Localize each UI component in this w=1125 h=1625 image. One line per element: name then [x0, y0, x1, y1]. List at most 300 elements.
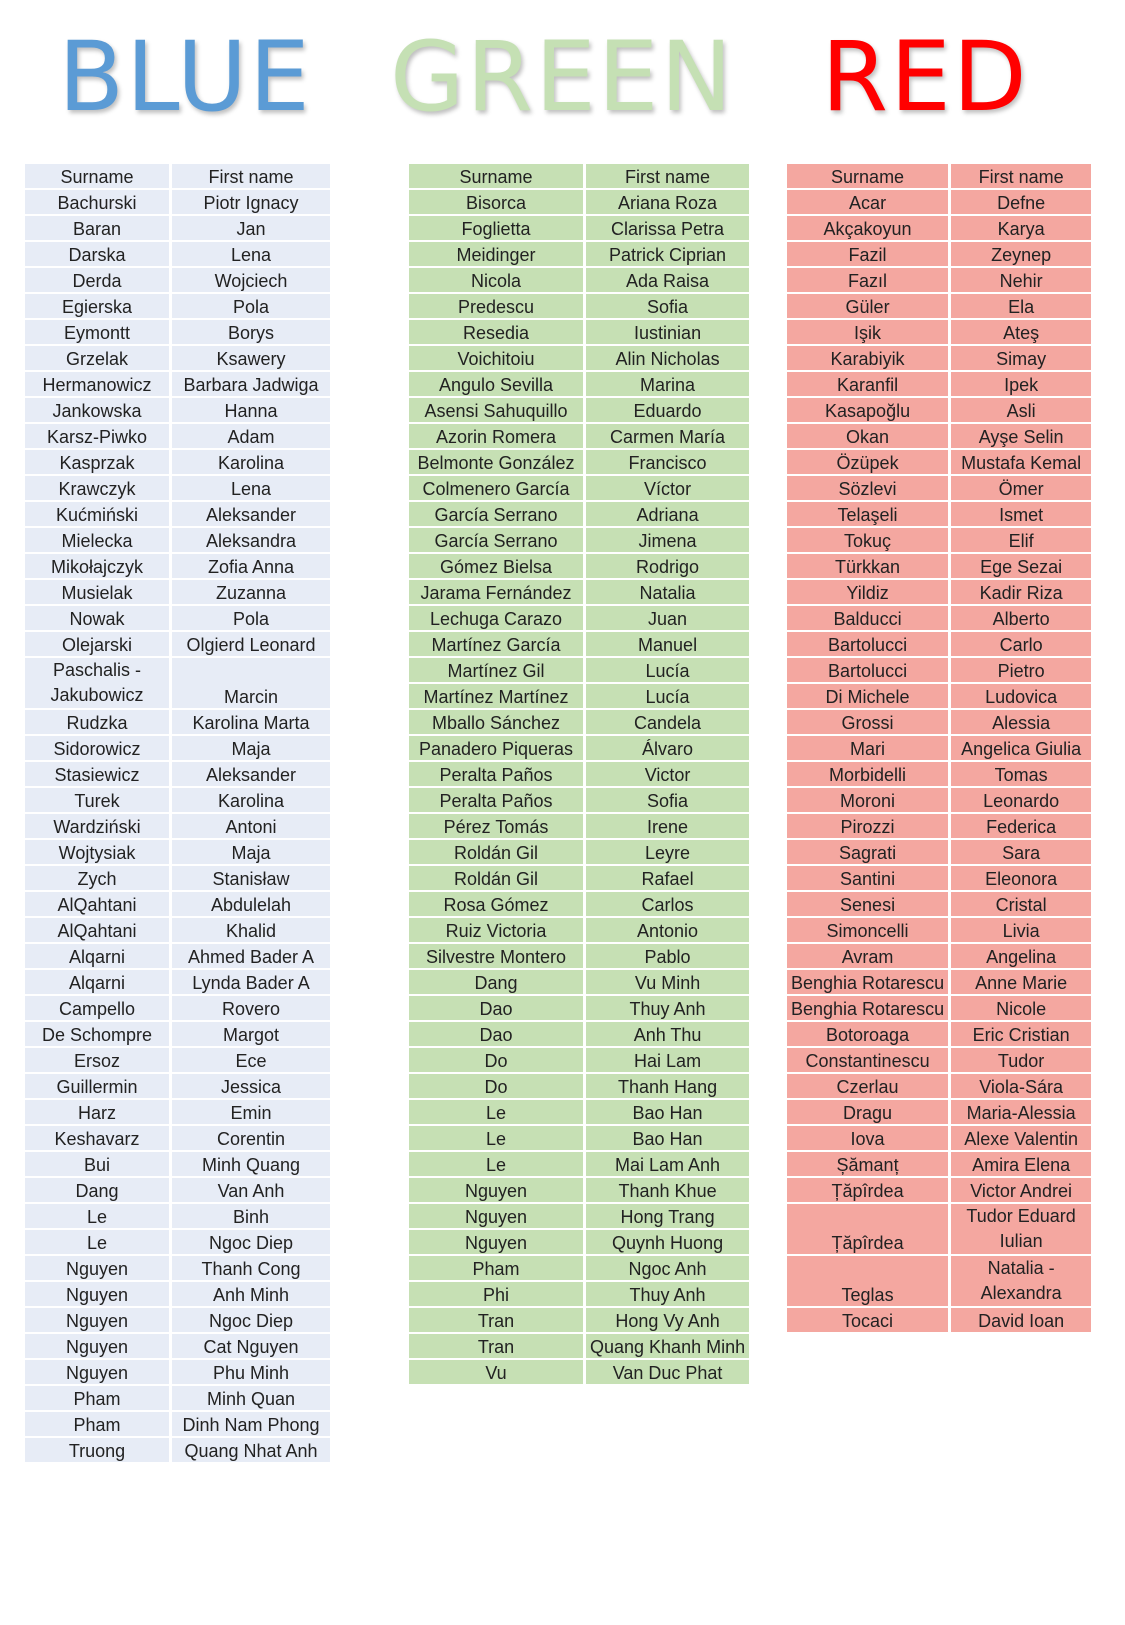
table-row — [409, 684, 749, 708]
surname-cell: Martínez García — [409, 632, 583, 656]
first-name-cell: Karolina — [172, 788, 330, 812]
table-header-row — [25, 164, 330, 188]
first-name-cell: Francisco — [586, 450, 749, 474]
surname-cell: Fazıl — [787, 268, 948, 292]
table-row — [25, 502, 330, 526]
surname-cell: Sagrati — [787, 840, 948, 864]
surname-cell: Bartolucci — [787, 658, 948, 682]
first-name-cell: Carlos — [586, 892, 749, 916]
surname-cell: Voichitoiu — [409, 346, 583, 370]
table-row — [409, 580, 749, 604]
surname-cell: Tocaci — [787, 1308, 948, 1332]
table-row — [787, 1204, 1091, 1254]
first-name-cell: Barbara Jadwiga — [172, 372, 330, 396]
table-row — [787, 554, 1091, 578]
first-name-cell: Ludovica — [951, 684, 1091, 708]
first-name-cell: Pietro — [951, 658, 1091, 682]
first-name-cell: Ngoc Diep — [172, 1308, 330, 1332]
first-name-cell: Aleksandra — [172, 528, 330, 552]
surname-cell: Alqarni — [25, 944, 169, 968]
green-team-title: GREEN — [390, 21, 735, 133]
first-name-cell: Piotr Ignacy — [172, 190, 330, 214]
table-row — [409, 1100, 749, 1124]
first-name-cell: Adam — [172, 424, 330, 448]
surname-cell: Baran — [25, 216, 169, 240]
first-name-cell: Hong Trang — [586, 1204, 749, 1228]
table-row — [25, 736, 330, 760]
table-row — [409, 216, 749, 240]
first-name-cell: Ahmed Bader A — [172, 944, 330, 968]
table-header-row — [409, 164, 749, 188]
surname-cell: Avram — [787, 944, 948, 968]
first-name-cell: Tomas — [951, 762, 1091, 786]
first-name-cell: Tudor Eduard Iulian — [951, 1204, 1091, 1254]
table-row — [409, 1152, 749, 1176]
table-row — [787, 1178, 1091, 1202]
table-row — [409, 1204, 749, 1228]
table-row — [25, 1022, 330, 1046]
surname-cell: Bachurski — [25, 190, 169, 214]
surname-cell: Phi — [409, 1282, 583, 1306]
surname-cell: Bartolucci — [787, 632, 948, 656]
table-row — [25, 1048, 330, 1072]
first-name-cell: Simay — [951, 346, 1091, 370]
surname-cell: Krawczyk — [25, 476, 169, 500]
first-name-cell: Thuy Anh — [586, 996, 749, 1020]
first-name-cell: Amira Elena — [951, 1152, 1091, 1176]
table-row — [25, 294, 330, 318]
first-name-cell: Hai Lam — [586, 1048, 749, 1072]
first-name-cell: Juan — [586, 606, 749, 630]
surname-cell: Mielecka — [25, 528, 169, 552]
first-name-cell: Ismet — [951, 502, 1091, 526]
first-name-cell: Nicole — [951, 996, 1091, 1020]
surname-cell: Kućmiński — [25, 502, 169, 526]
first-name-cell: Nehir — [951, 268, 1091, 292]
table-row — [25, 398, 330, 422]
first-name-cell: Angelica Giulia — [951, 736, 1091, 760]
surname-cell: Harz — [25, 1100, 169, 1124]
first-name-cell: Iustinian — [586, 320, 749, 344]
surname-cell: Teglas — [787, 1256, 948, 1306]
table-row — [25, 1360, 330, 1384]
surname-cell: Czerlau — [787, 1074, 948, 1098]
table-row — [25, 320, 330, 344]
surname-cell: Nguyen — [25, 1282, 169, 1306]
first-name-cell: Marina — [586, 372, 749, 396]
surname-cell: Wojtysiak — [25, 840, 169, 864]
first-name-cell: Thanh Hang — [586, 1074, 749, 1098]
table-row — [409, 190, 749, 214]
first-name-cell: Marcin — [172, 658, 330, 708]
table-row — [787, 1048, 1091, 1072]
table-row — [409, 528, 749, 552]
surname-cell: Özüpek — [787, 450, 948, 474]
first-name-header: First name — [586, 164, 749, 188]
surname-cell: De Schompre — [25, 1022, 169, 1046]
surname-cell: Nguyen — [25, 1308, 169, 1332]
surname-cell: Campello — [25, 996, 169, 1020]
table-row — [787, 736, 1091, 760]
first-name-cell: Corentin — [172, 1126, 330, 1150]
surname-cell: Derda — [25, 268, 169, 292]
first-name-cell: Zofia Anna — [172, 554, 330, 578]
first-name-cell: Bao Han — [586, 1100, 749, 1124]
table-row — [25, 970, 330, 994]
table-row — [25, 1204, 330, 1228]
surname-cell: Botoroaga — [787, 1022, 948, 1046]
table-row — [787, 658, 1091, 682]
table-row — [25, 190, 330, 214]
first-name-cell: Eduardo — [586, 398, 749, 422]
surname-cell: Pérez Tomás — [409, 814, 583, 838]
surname-cell: Güler — [787, 294, 948, 318]
first-name-cell: Cat Nguyen — [172, 1334, 330, 1358]
table-row — [409, 320, 749, 344]
surname-cell: Olejarski — [25, 632, 169, 656]
surname-cell: Di Michele — [787, 684, 948, 708]
table-row — [25, 476, 330, 500]
first-name-cell: Victor — [586, 762, 749, 786]
surname-cell: Asensi Sahuquillo — [409, 398, 583, 422]
first-name-cell: Elif — [951, 528, 1091, 552]
table-row — [25, 580, 330, 604]
first-name-cell: Eric Cristian — [951, 1022, 1091, 1046]
table-row — [25, 814, 330, 838]
table-row — [409, 1022, 749, 1046]
first-name-cell: Minh Quang — [172, 1152, 330, 1176]
surname-cell: Rosa Gómez — [409, 892, 583, 916]
first-name-cell: Bao Han — [586, 1126, 749, 1150]
surname-cell: Le — [409, 1126, 583, 1150]
surname-cell: Türkkan — [787, 554, 948, 578]
table-row — [409, 346, 749, 370]
first-name-cell: Rodrigo — [586, 554, 749, 578]
table-row — [787, 1152, 1091, 1176]
first-name-cell: Candela — [586, 710, 749, 734]
surname-cell: Grzelak — [25, 346, 169, 370]
surname-cell: Benghia Rotarescu — [787, 970, 948, 994]
surname-cell: Benghia Rotarescu — [787, 996, 948, 1020]
table-row — [787, 788, 1091, 812]
table-row — [409, 1230, 749, 1254]
first-name-cell: Ayşe Selin — [951, 424, 1091, 448]
surname-cell: Angulo Sevilla — [409, 372, 583, 396]
surname-cell: Nguyen — [25, 1360, 169, 1384]
table-row — [25, 918, 330, 942]
surname-cell: Paschalis - Jakubowicz — [25, 658, 169, 708]
table-row — [787, 450, 1091, 474]
table-row — [787, 398, 1091, 422]
table-row — [787, 528, 1091, 552]
table-row — [409, 1282, 749, 1306]
table-row — [25, 1074, 330, 1098]
table-row — [409, 788, 749, 812]
first-name-cell: Viola-Sára — [951, 1074, 1091, 1098]
first-name-cell: Wojciech — [172, 268, 330, 292]
table-row — [25, 1282, 330, 1306]
table-row — [25, 1126, 330, 1150]
first-name-cell: Carmen María — [586, 424, 749, 448]
surname-cell: Sidorowicz — [25, 736, 169, 760]
table-row — [409, 892, 749, 916]
surname-cell: Ersoz — [25, 1048, 169, 1072]
surname-cell: Zych — [25, 866, 169, 890]
surname-cell: Akçakoyun — [787, 216, 948, 240]
surname-cell: Truong — [25, 1438, 169, 1462]
first-name-cell: Carlo — [951, 632, 1091, 656]
surname-cell: Morbidelli — [787, 762, 948, 786]
surname-cell: Constantinescu — [787, 1048, 948, 1072]
first-name-cell: Jessica — [172, 1074, 330, 1098]
table-row — [25, 242, 330, 266]
first-name-cell: Livia — [951, 918, 1091, 942]
surname-cell: Azorin Romera — [409, 424, 583, 448]
surname-cell: Kasapoğlu — [787, 398, 948, 422]
surname-header: Surname — [787, 164, 948, 188]
table-row — [787, 1022, 1091, 1046]
surname-cell: Sözlevi — [787, 476, 948, 500]
surname-cell: AlQahtani — [25, 918, 169, 942]
table-row — [409, 502, 749, 526]
first-name-cell: Mustafa Kemal — [951, 450, 1091, 474]
first-name-cell: Quang Nhat Anh — [172, 1438, 330, 1462]
first-name-cell: Ela — [951, 294, 1091, 318]
surname-cell: Pirozzi — [787, 814, 948, 838]
table-row — [25, 1386, 330, 1410]
first-name-cell: Ksawery — [172, 346, 330, 370]
first-name-cell: Eleonora — [951, 866, 1091, 890]
surname-cell: Hermanowicz — [25, 372, 169, 396]
table-row — [409, 242, 749, 266]
first-name-cell: Thuy Anh — [586, 1282, 749, 1306]
table-row — [787, 996, 1091, 1020]
surname-cell: Bui — [25, 1152, 169, 1176]
surname-cell: Roldán Gil — [409, 840, 583, 864]
first-name-cell: Anne Marie — [951, 970, 1091, 994]
table-row — [25, 996, 330, 1020]
table-row — [409, 918, 749, 942]
surname-cell: Guillermin — [25, 1074, 169, 1098]
first-name-cell: Maja — [172, 736, 330, 760]
table-row — [25, 1178, 330, 1202]
first-name-cell: Dinh Nam Phong — [172, 1412, 330, 1436]
first-name-cell: Karya — [951, 216, 1091, 240]
table-row — [787, 424, 1091, 448]
table-row — [787, 606, 1091, 630]
surname-cell: Peralta Paños — [409, 788, 583, 812]
first-name-cell: Maria-Alessia — [951, 1100, 1091, 1124]
first-name-cell: Kadir Riza — [951, 580, 1091, 604]
surname-cell: Mballo Sánchez — [409, 710, 583, 734]
blue-team-title: BLUE — [58, 21, 312, 133]
first-name-cell: Lynda Bader A — [172, 970, 330, 994]
surname-cell: Tokuç — [787, 528, 948, 552]
table-row — [787, 892, 1091, 916]
first-name-cell: Quang Khanh Minh — [586, 1334, 749, 1358]
surname-cell: Meidinger — [409, 242, 583, 266]
table-row — [25, 1256, 330, 1280]
first-name-cell: Aleksander — [172, 502, 330, 526]
table-row — [25, 372, 330, 396]
surname-cell: Dao — [409, 1022, 583, 1046]
first-name-cell: Khalid — [172, 918, 330, 942]
surname-cell: Le — [409, 1152, 583, 1176]
surname-cell: Rudzka — [25, 710, 169, 734]
surname-cell: Nguyen — [409, 1178, 583, 1202]
first-name-cell: Sofia — [586, 788, 749, 812]
surname-cell: Le — [409, 1100, 583, 1124]
table-row — [787, 320, 1091, 344]
table-row — [25, 606, 330, 630]
table-row — [787, 918, 1091, 942]
first-name-cell: Ateş — [951, 320, 1091, 344]
first-name-cell: Ngoc Diep — [172, 1230, 330, 1254]
first-name-cell: Borys — [172, 320, 330, 344]
first-name-cell: Leyre — [586, 840, 749, 864]
surname-cell: Tran — [409, 1308, 583, 1332]
first-name-cell: Alexe Valentin — [951, 1126, 1091, 1150]
table-row — [25, 1308, 330, 1332]
surname-cell: Dragu — [787, 1100, 948, 1124]
table-row — [25, 788, 330, 812]
surname-cell: Nguyen — [25, 1256, 169, 1280]
surname-cell: Musielak — [25, 580, 169, 604]
first-name-cell: Víctor — [586, 476, 749, 500]
red-team-table — [784, 162, 1094, 1334]
surname-cell: Nguyen — [409, 1230, 583, 1254]
surname-cell: Acar — [787, 190, 948, 214]
first-name-cell: Zeynep — [951, 242, 1091, 266]
surname-cell: Peralta Paños — [409, 762, 583, 786]
first-name-cell: David Ioan — [951, 1308, 1091, 1332]
green-team-table — [406, 162, 752, 1386]
first-name-cell: Federica — [951, 814, 1091, 838]
table-row — [25, 1334, 330, 1358]
table-row — [409, 970, 749, 994]
first-name-cell: Natalia — [586, 580, 749, 604]
table-row — [25, 710, 330, 734]
table-row — [787, 1126, 1091, 1150]
first-name-cell: Ece — [172, 1048, 330, 1072]
surname-cell: Karanfil — [787, 372, 948, 396]
first-name-cell: Ariana Roza — [586, 190, 749, 214]
table-row — [25, 658, 330, 708]
first-name-cell: Clarissa Petra — [586, 216, 749, 240]
surname-cell: Țăpîrdea — [787, 1204, 948, 1254]
table-row — [787, 502, 1091, 526]
first-name-cell: Abdulelah — [172, 892, 330, 916]
table-row — [787, 580, 1091, 604]
surname-cell: Karsz-Piwko — [25, 424, 169, 448]
surname-cell: Tran — [409, 1334, 583, 1358]
table-row — [409, 1308, 749, 1332]
table-row — [409, 762, 749, 786]
table-row — [25, 1438, 330, 1462]
table-row — [409, 554, 749, 578]
first-name-cell: Karolina — [172, 450, 330, 474]
surname-cell: Dang — [409, 970, 583, 994]
surname-cell: Predescu — [409, 294, 583, 318]
table-row — [409, 996, 749, 1020]
table-row — [25, 1412, 330, 1436]
surname-cell: Belmonte González — [409, 450, 583, 474]
surname-cell: Pham — [25, 1386, 169, 1410]
table-row — [25, 216, 330, 240]
first-name-cell: Van Anh — [172, 1178, 330, 1202]
first-name-cell: Emin — [172, 1100, 330, 1124]
surname-cell: Martínez Gil — [409, 658, 583, 682]
first-name-cell: Binh — [172, 1204, 330, 1228]
table-row — [409, 814, 749, 838]
table-row — [787, 710, 1091, 734]
table-row — [409, 398, 749, 422]
surname-cell: Nicola — [409, 268, 583, 292]
table-row — [787, 268, 1091, 292]
table-row — [787, 1256, 1091, 1306]
surname-cell: Fazil — [787, 242, 948, 266]
first-name-cell: Mai Lam Anh — [586, 1152, 749, 1176]
table-row — [25, 840, 330, 864]
first-name-cell: Karolina Marta — [172, 710, 330, 734]
table-row — [787, 970, 1091, 994]
table-row — [409, 268, 749, 292]
surname-cell: Stasiewicz — [25, 762, 169, 786]
table-row — [787, 814, 1091, 838]
first-name-cell: Victor Andrei — [951, 1178, 1091, 1202]
first-name-cell: Olgierd Leonard — [172, 632, 330, 656]
surname-cell: Keshavarz — [25, 1126, 169, 1150]
table-row — [409, 424, 749, 448]
first-name-cell: Defne — [951, 190, 1091, 214]
first-name-cell: Sara — [951, 840, 1091, 864]
first-name-cell: Cristal — [951, 892, 1091, 916]
table-row — [409, 1126, 749, 1150]
surname-cell: Le — [25, 1230, 169, 1254]
surname-cell: Turek — [25, 788, 169, 812]
table-row — [409, 1048, 749, 1072]
table-row — [787, 1100, 1091, 1124]
surname-cell: Țăpîrdea — [787, 1178, 948, 1202]
table-row — [787, 684, 1091, 708]
surname-cell: Roldán Gil — [409, 866, 583, 890]
table-row — [409, 944, 749, 968]
table-row — [25, 268, 330, 292]
surname-cell: Resedia — [409, 320, 583, 344]
table-row — [787, 1074, 1091, 1098]
table-row — [25, 346, 330, 370]
first-name-cell: Angelina — [951, 944, 1091, 968]
surname-cell: Işik — [787, 320, 948, 344]
first-name-cell: Minh Quan — [172, 1386, 330, 1410]
table-row — [409, 372, 749, 396]
table-row — [787, 216, 1091, 240]
surname-cell: Wardziński — [25, 814, 169, 838]
surname-cell: Yildiz — [787, 580, 948, 604]
table-row — [409, 606, 749, 630]
first-name-cell: Manuel — [586, 632, 749, 656]
surname-cell: García Serrano — [409, 502, 583, 526]
first-name-cell: Thanh Cong — [172, 1256, 330, 1280]
first-name-cell: Vu Minh — [586, 970, 749, 994]
table-row — [787, 190, 1091, 214]
surname-cell: Simoncelli — [787, 918, 948, 942]
table-row — [25, 944, 330, 968]
first-name-cell: Rafael — [586, 866, 749, 890]
table-row — [25, 762, 330, 786]
table-row — [409, 1178, 749, 1202]
surname-cell: Do — [409, 1048, 583, 1072]
